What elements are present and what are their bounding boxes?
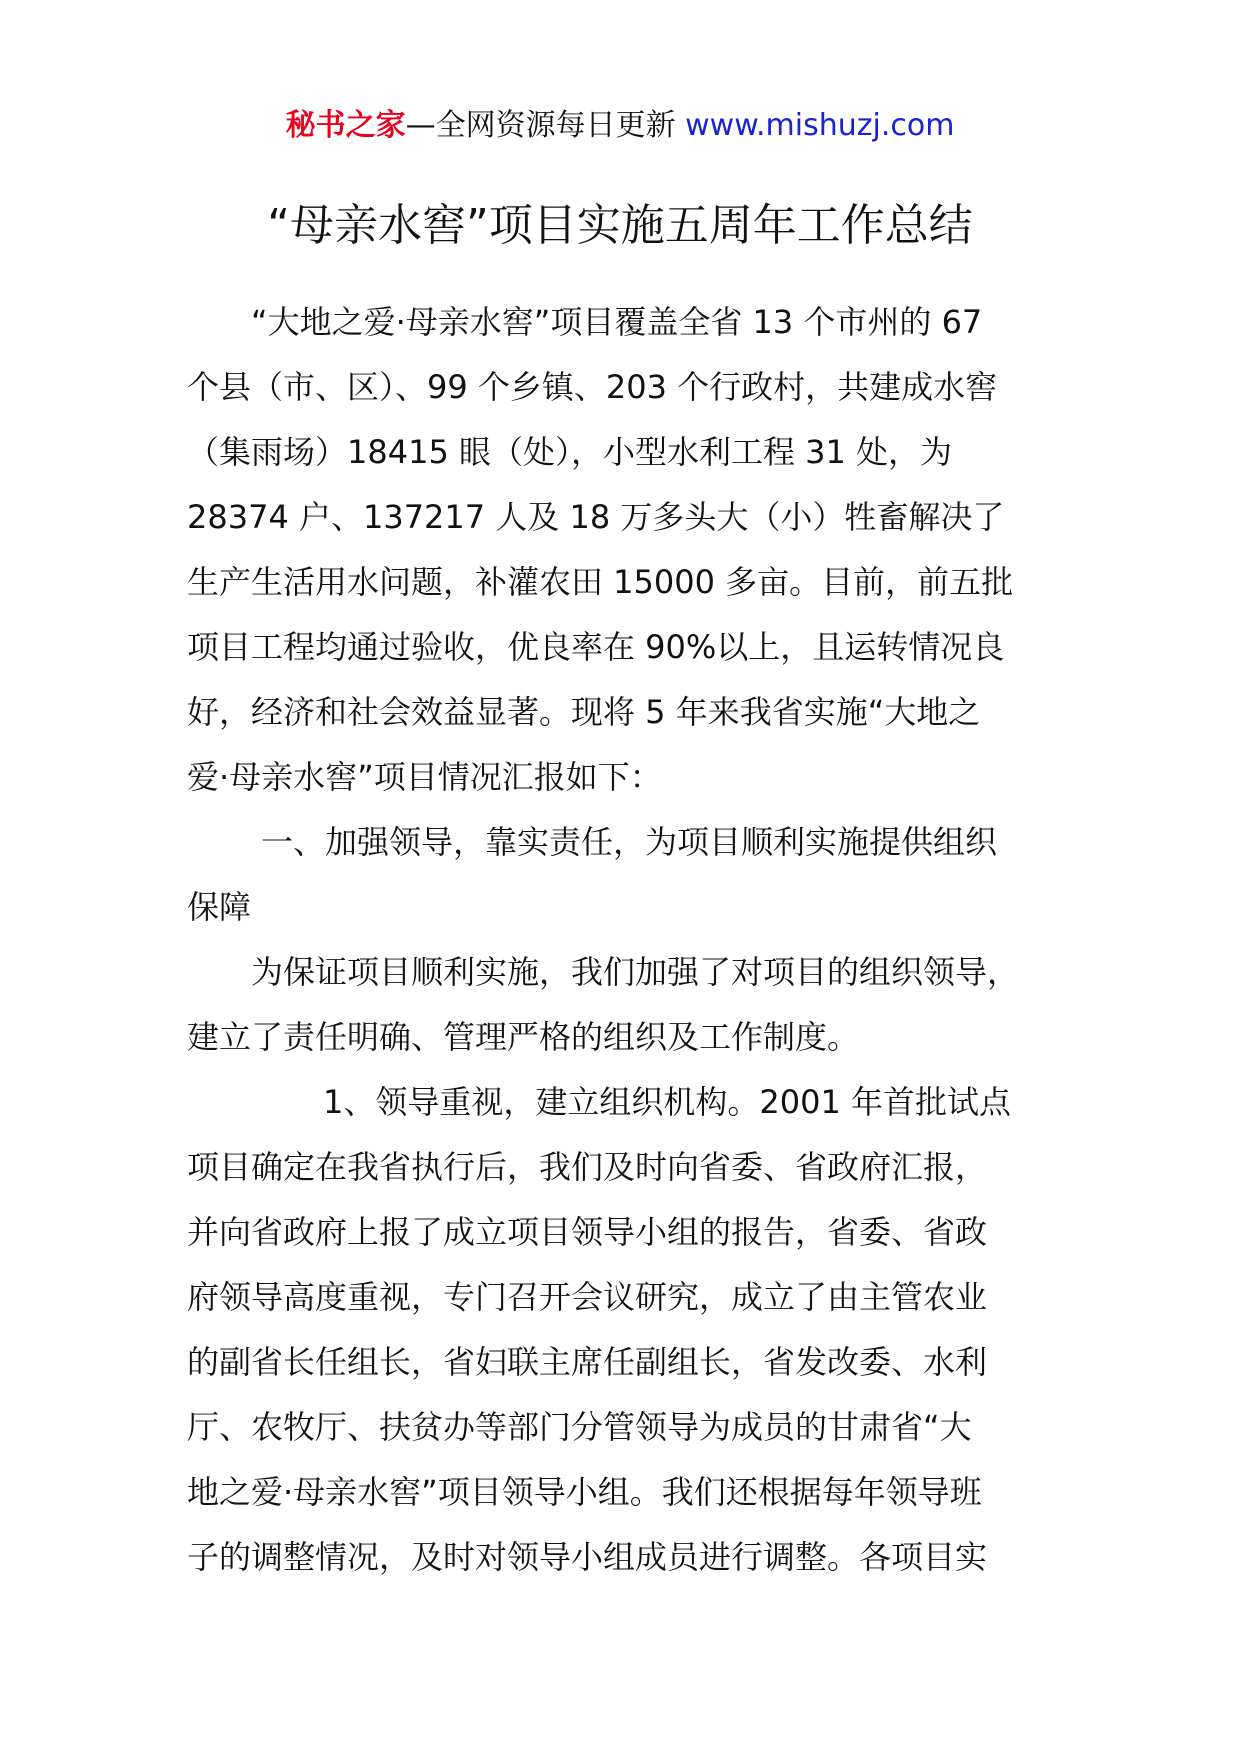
paragraph-line: “大地之爱·母亲水窖”项目覆盖全省 13 个市州的 67 [251,303,983,341]
paragraph-line: 爱·母亲水窖”项目情况汇报如下： [187,758,662,796]
header-slogan: —全网资源每日更新 [405,108,686,143]
paragraph-line: 1、领导重视，建立组织机构。2001 年首批试点 [323,1083,1011,1121]
paragraph-line: 的副省长任组长，省妇联主席任副组长，省发改委、水利 [187,1343,988,1381]
paragraph-line: 好，经济和社会效益显著。现将 5 年来我省实施“大地之 [187,693,981,731]
brand-name: 秘书之家 [285,108,406,143]
paragraph-line: 28374 户、137217 人及 18 万多头大（小）牲畜解决了 [187,498,1005,536]
document-body [187,290,1067,1590]
site-url-link[interactable]: www.mishuzj.com [685,108,955,143]
paragraph-line: 项目工程均通过验收，优良率在 90%以上，且运转情况良 [187,628,1005,666]
site-header [0,96,1240,156]
paragraph-line: 项目确定在我省执行后，我们及时向省委、省政府汇报， [187,1148,988,1186]
section-heading-line: 保障 [187,888,252,926]
paragraph-line: 地之爱·母亲水窖”项目领导小组。我们还根据每年领导班 [187,1473,982,1511]
paragraph-line: 为保证项目顺利实施，我们加强了对项目的组织领导， [251,953,1020,991]
paragraph-line: 个县（市、区）、99 个乡镇、203 个行政村，共建成水窖 [187,368,998,406]
paragraph-line: 建立了责任明确、管理严格的组织及工作制度。 [187,1018,860,1056]
document-title: “母亲水窖”项目实施五周年工作总结 [267,200,973,251]
paragraph-line: （集雨场）18415 眼（处），小型水利工程 31 处，为 [187,433,953,471]
paragraph-line: 厅、农牧厅、扶贫办等部门分管领导为成员的甘肃省“大 [187,1408,972,1446]
section-heading-line: 一、加强领导，靠实责任，为项目顺利实施提供组织 [261,823,998,861]
paragraph-line: 并向省政府上报了成立项目领导小组的报告，省委、省政 [187,1213,988,1251]
paragraph-line: 府领导高度重视，专门召开会议研究，成立了由主管农业 [187,1278,988,1316]
paragraph-line: 子的调整情况，及时对领导小组成员进行调整。各项目实 [187,1538,988,1576]
paragraph-line: 生产生活用水问题，补灌农田 15000 多亩。目前，前五批 [187,563,1014,601]
